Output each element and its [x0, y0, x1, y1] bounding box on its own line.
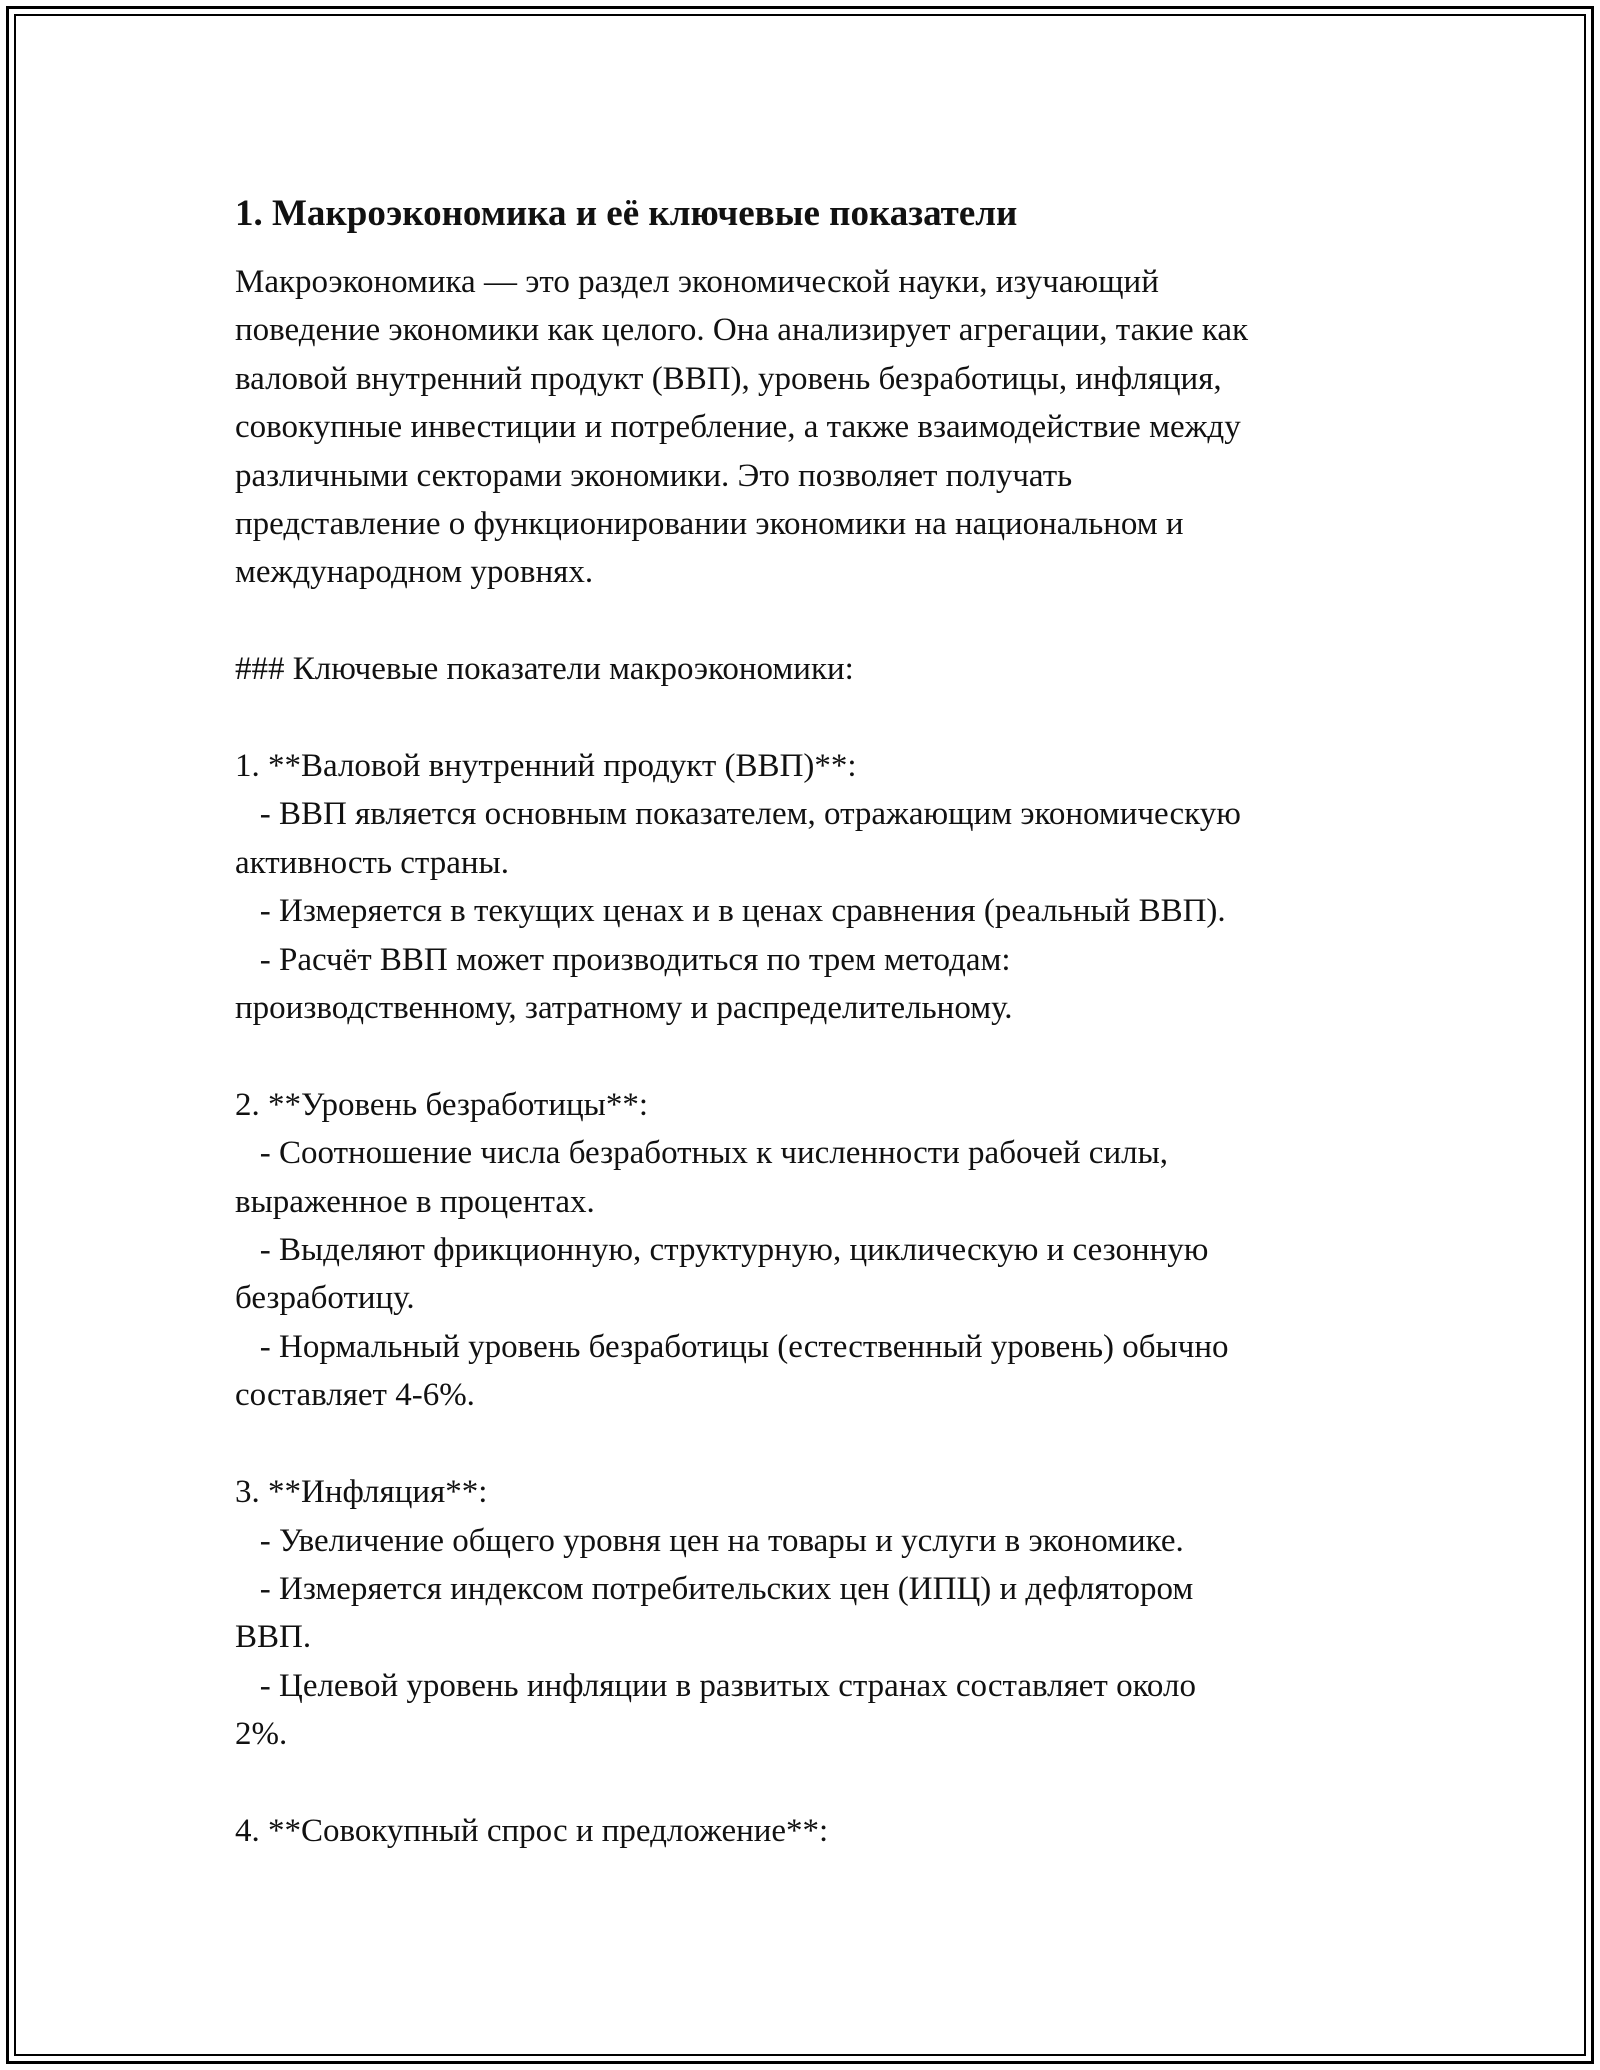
section-line: - ВВП является основным показателем, отражающим экономическую: [235, 796, 1241, 833]
section-heading-aggregate-demand: 4. **Совокупный спрос и предложение**:: [235, 1812, 829, 1849]
intro-line: международном уровнях.: [235, 554, 594, 591]
blank-line: [235, 1032, 1405, 1080]
blank-line: [235, 1759, 1405, 1807]
section-line: 2%.: [235, 1716, 288, 1753]
document-title: 1. Макроэкономика и её ключевые показатели: [235, 193, 1018, 234]
section-line: безработицу.: [235, 1280, 415, 1317]
section-line: активность страны.: [235, 844, 509, 881]
section-line: - Расчёт ВВП может производиться по трем методам:: [235, 941, 1011, 978]
section-line: - Нормальный уровень безработицы (естественный уровень) обычно: [235, 1328, 1229, 1365]
section-line: - Выделяют фрикционную, структурную, циклическую и сезонную: [235, 1232, 1209, 1269]
document-body: [235, 182, 1405, 1855]
section-line: - Соотношение числа безработных к численности рабочей силы,: [235, 1135, 1168, 1172]
section-heading-gdp: 1. **Валовой внутренний продукт (ВВП)**:: [235, 748, 857, 785]
section-line: - Измеряется в текущих ценах и в ценах сравнения (реальный ВВП).: [235, 893, 1226, 930]
section-line: - Увеличение общего уровня цен на товары и услуги в экономике.: [235, 1522, 1184, 1559]
section-line: ВВП.: [235, 1619, 312, 1656]
section-line: - Целевой уровень инфляции в развитых странах составляет около: [235, 1667, 1196, 1704]
intro-line: Макроэкономика — это раздел экономической науки, изучающий: [235, 264, 1159, 300]
section-line: - Измеряется индексом потребительских цен (ИПЦ) и дефлятором: [235, 1570, 1194, 1607]
intro-line: валовой внутренний продукт (ВВП), уровень безработицы, инфляция,: [235, 360, 1222, 397]
subheading: ### Ключевые показатели макроэкономики:: [235, 651, 854, 688]
blank-line: [235, 694, 1405, 742]
section-heading-inflation: 3. **Инфляция**:: [235, 1474, 488, 1511]
intro-line: совокупные инвестиции и потребление, а также взаимодействие между: [235, 409, 1241, 446]
section-line: выраженное в процентах.: [235, 1183, 595, 1220]
section-line: составляет 4-6%.: [235, 1377, 475, 1414]
blank-line: [235, 597, 1405, 645]
intro-paragraph: [235, 258, 1405, 1855]
intro-line: поведение экономики как целого. Она анализирует агрегации, такие как: [235, 312, 1249, 349]
section-heading-unemployment: 2. **Уровень безработицы**:: [235, 1086, 648, 1123]
blank-line: [235, 1420, 1405, 1468]
intro-line: представление о функционировании экономики на национальном и: [235, 506, 1184, 543]
intro-line: различными секторами экономики. Это позволяет получать: [235, 457, 1073, 494]
section-line: производственному, затратному и распределительному.: [235, 990, 1013, 1027]
